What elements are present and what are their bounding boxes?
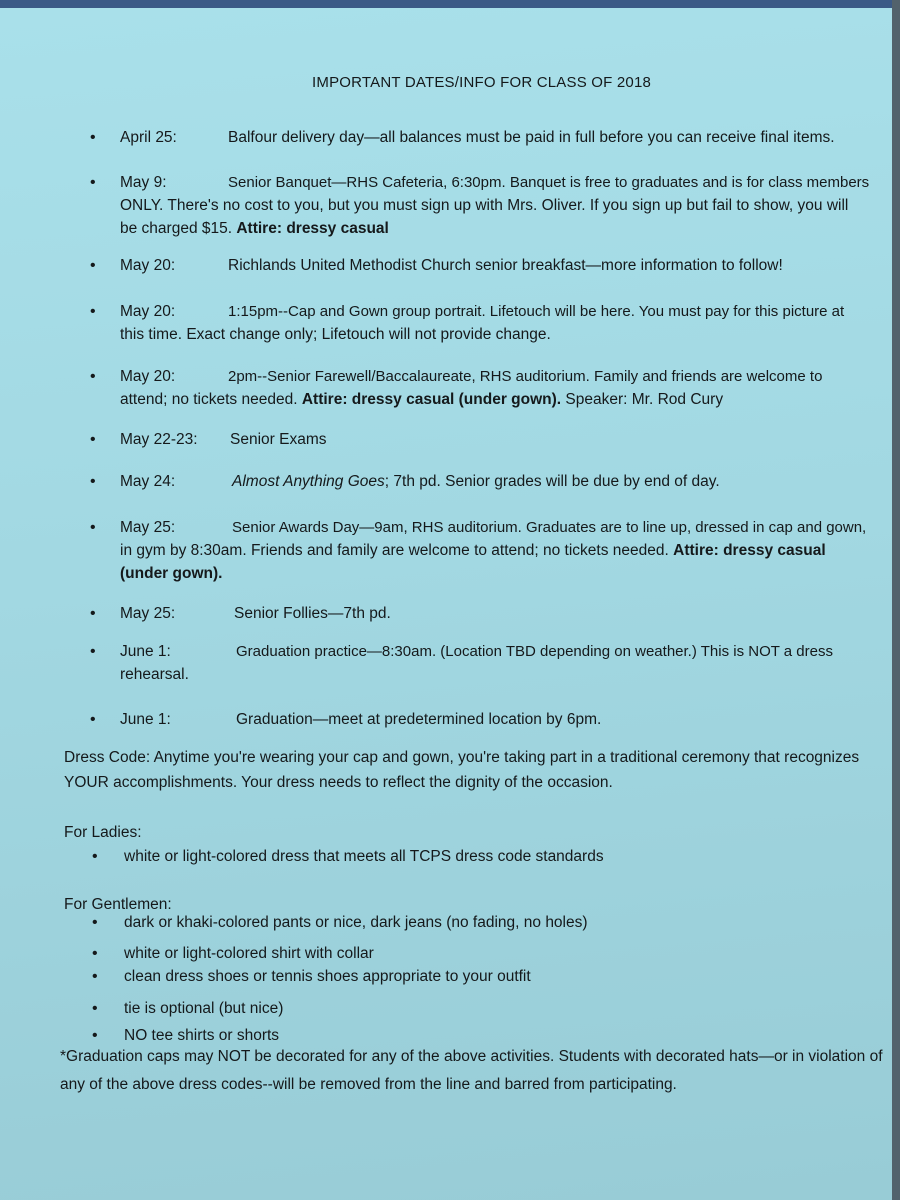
document-page [0,8,892,1200]
bullet-icon: • [90,129,96,146]
bullet-icon: • [90,174,96,191]
event-description-cont [120,194,860,240]
event-date: May 25: [120,605,176,622]
event-description: Senior Banquet—RHS Cafeteria, 6:30pm. Banquet is free to graduates and is for class members [228,174,870,191]
event-description: 2pm--Senior Farewell/Baccalaureate, RHS auditorium. Family and friends are welcome to [228,368,823,385]
list-item-text: tie is optional (but nice) [124,1000,284,1017]
page-title: IMPORTANT DATES/INFO FOR CLASS OF 2018 [312,74,652,91]
ladies-heading: For Ladies: [64,824,142,841]
event-description: Senior Awards Day—9am, RHS auditorium. Graduates are to line up, dressed in cap and gown, [232,519,867,536]
bullet-icon: • [90,431,96,448]
event-description: Richlands United Methodist Church senior breakfast—more information to follow! [228,257,783,274]
bullet-icon: • [90,303,96,320]
event-date: May 20: [120,368,176,385]
event-text: ONLY. There's no cost to you, but you must sign up with Mrs. Oliver. If you sign up but fail to show, you will be charged $15. [120,197,849,237]
event-name-italic: Almost Anything Goes [232,473,385,490]
event-description: Balfour delivery day—all balances must be paid in full before you can receive final items. [228,129,835,146]
event-description-cont: this time. Exact change only; Lifetouch will not provide change. [120,326,551,343]
event-description [232,470,872,493]
attire-value: dressy casual (under gown). [120,542,826,582]
bullet-icon: • [90,473,96,490]
bullet-icon: • [92,848,98,865]
list-item-text: dark or khaki-colored pants or nice, dark jeans (no fading, no holes) [124,914,588,931]
event-description: Senior Follies—7th pd. [234,605,391,622]
event-date: April 25: [120,129,177,146]
bullet-icon: • [92,945,98,962]
speaker-text: Speaker: Mr. Rod Cury [565,391,724,408]
list-item-text: clean dress shoes or tennis shoes appropriate to your outfit [124,968,531,985]
attire-label: Attire: [301,391,348,408]
bullet-icon: • [90,257,96,274]
attire-label: Attire: [236,220,282,237]
event-text: attend; no tickets needed. [120,391,298,408]
bullet-icon: • [92,914,98,931]
top-edge [0,0,900,8]
footnote: *Graduation caps may NOT be decorated for any of the above activities. Students with decorated hats—or in violation of any of the above dress codes--will be removed from the line and barred from participating. [60,1048,883,1093]
event-description-cont: rehearsal. [120,666,189,683]
dress-code-paragraph: Dress Code: Anytime you're wearing your cap and gown, you're taking part in a traditional ceremony that recognizes YOUR accomplishments. Your dress needs to reflect the dignity of the occasion. [64,749,860,791]
event-date: May 20: [120,303,176,320]
attire-value: dressy casual [286,220,389,237]
attire-label: Attire: [673,542,719,559]
bullet-icon: • [90,643,96,660]
bullet-icon: • [90,605,96,622]
event-description: 1:15pm--Cap and Gown group portrait. Lifetouch will be here. You must pay for this picture at [228,303,845,320]
event-description-cont [120,539,865,585]
gentlemen-heading: For Gentlemen: [64,896,172,913]
event-date: May 22-23: [120,431,198,448]
event-text: in gym by 8:30am. Friends and family are welcome to attend; no tickets needed. [120,542,669,559]
bullet-icon: • [92,1000,98,1017]
event-date: May 20: [120,257,176,274]
bullet-icon: • [90,368,96,385]
event-description: Senior Exams [230,431,327,448]
event-date: May 25: [120,519,176,536]
list-item-text: white or light-colored dress that meets all TCPS dress code standards [124,848,604,865]
list-item-text: NO tee shirts or shorts [124,1027,280,1044]
page-edge [892,0,900,1200]
event-description: Graduation—meet at predetermined location by 6pm. [236,711,602,728]
bullet-icon: • [90,711,96,728]
attire-value: dressy casual (under gown). [351,391,562,408]
event-date: June 1: [120,711,171,728]
bullet-icon: • [92,1027,98,1044]
bullet-icon: • [92,968,98,985]
event-date: May 9: [120,174,167,191]
list-item-text: white or light-colored shirt with collar [124,945,374,962]
event-date: May 24: [120,473,176,490]
bullet-icon: • [90,519,96,536]
event-text: ; 7th pd. Senior grades will be due by end of day. [384,473,720,490]
event-description-cont [120,388,860,411]
event-date: June 1: [120,643,171,660]
event-description: Graduation practice—8:30am. (Location TBD depending on weather.) This is NOT a dress [236,643,833,660]
